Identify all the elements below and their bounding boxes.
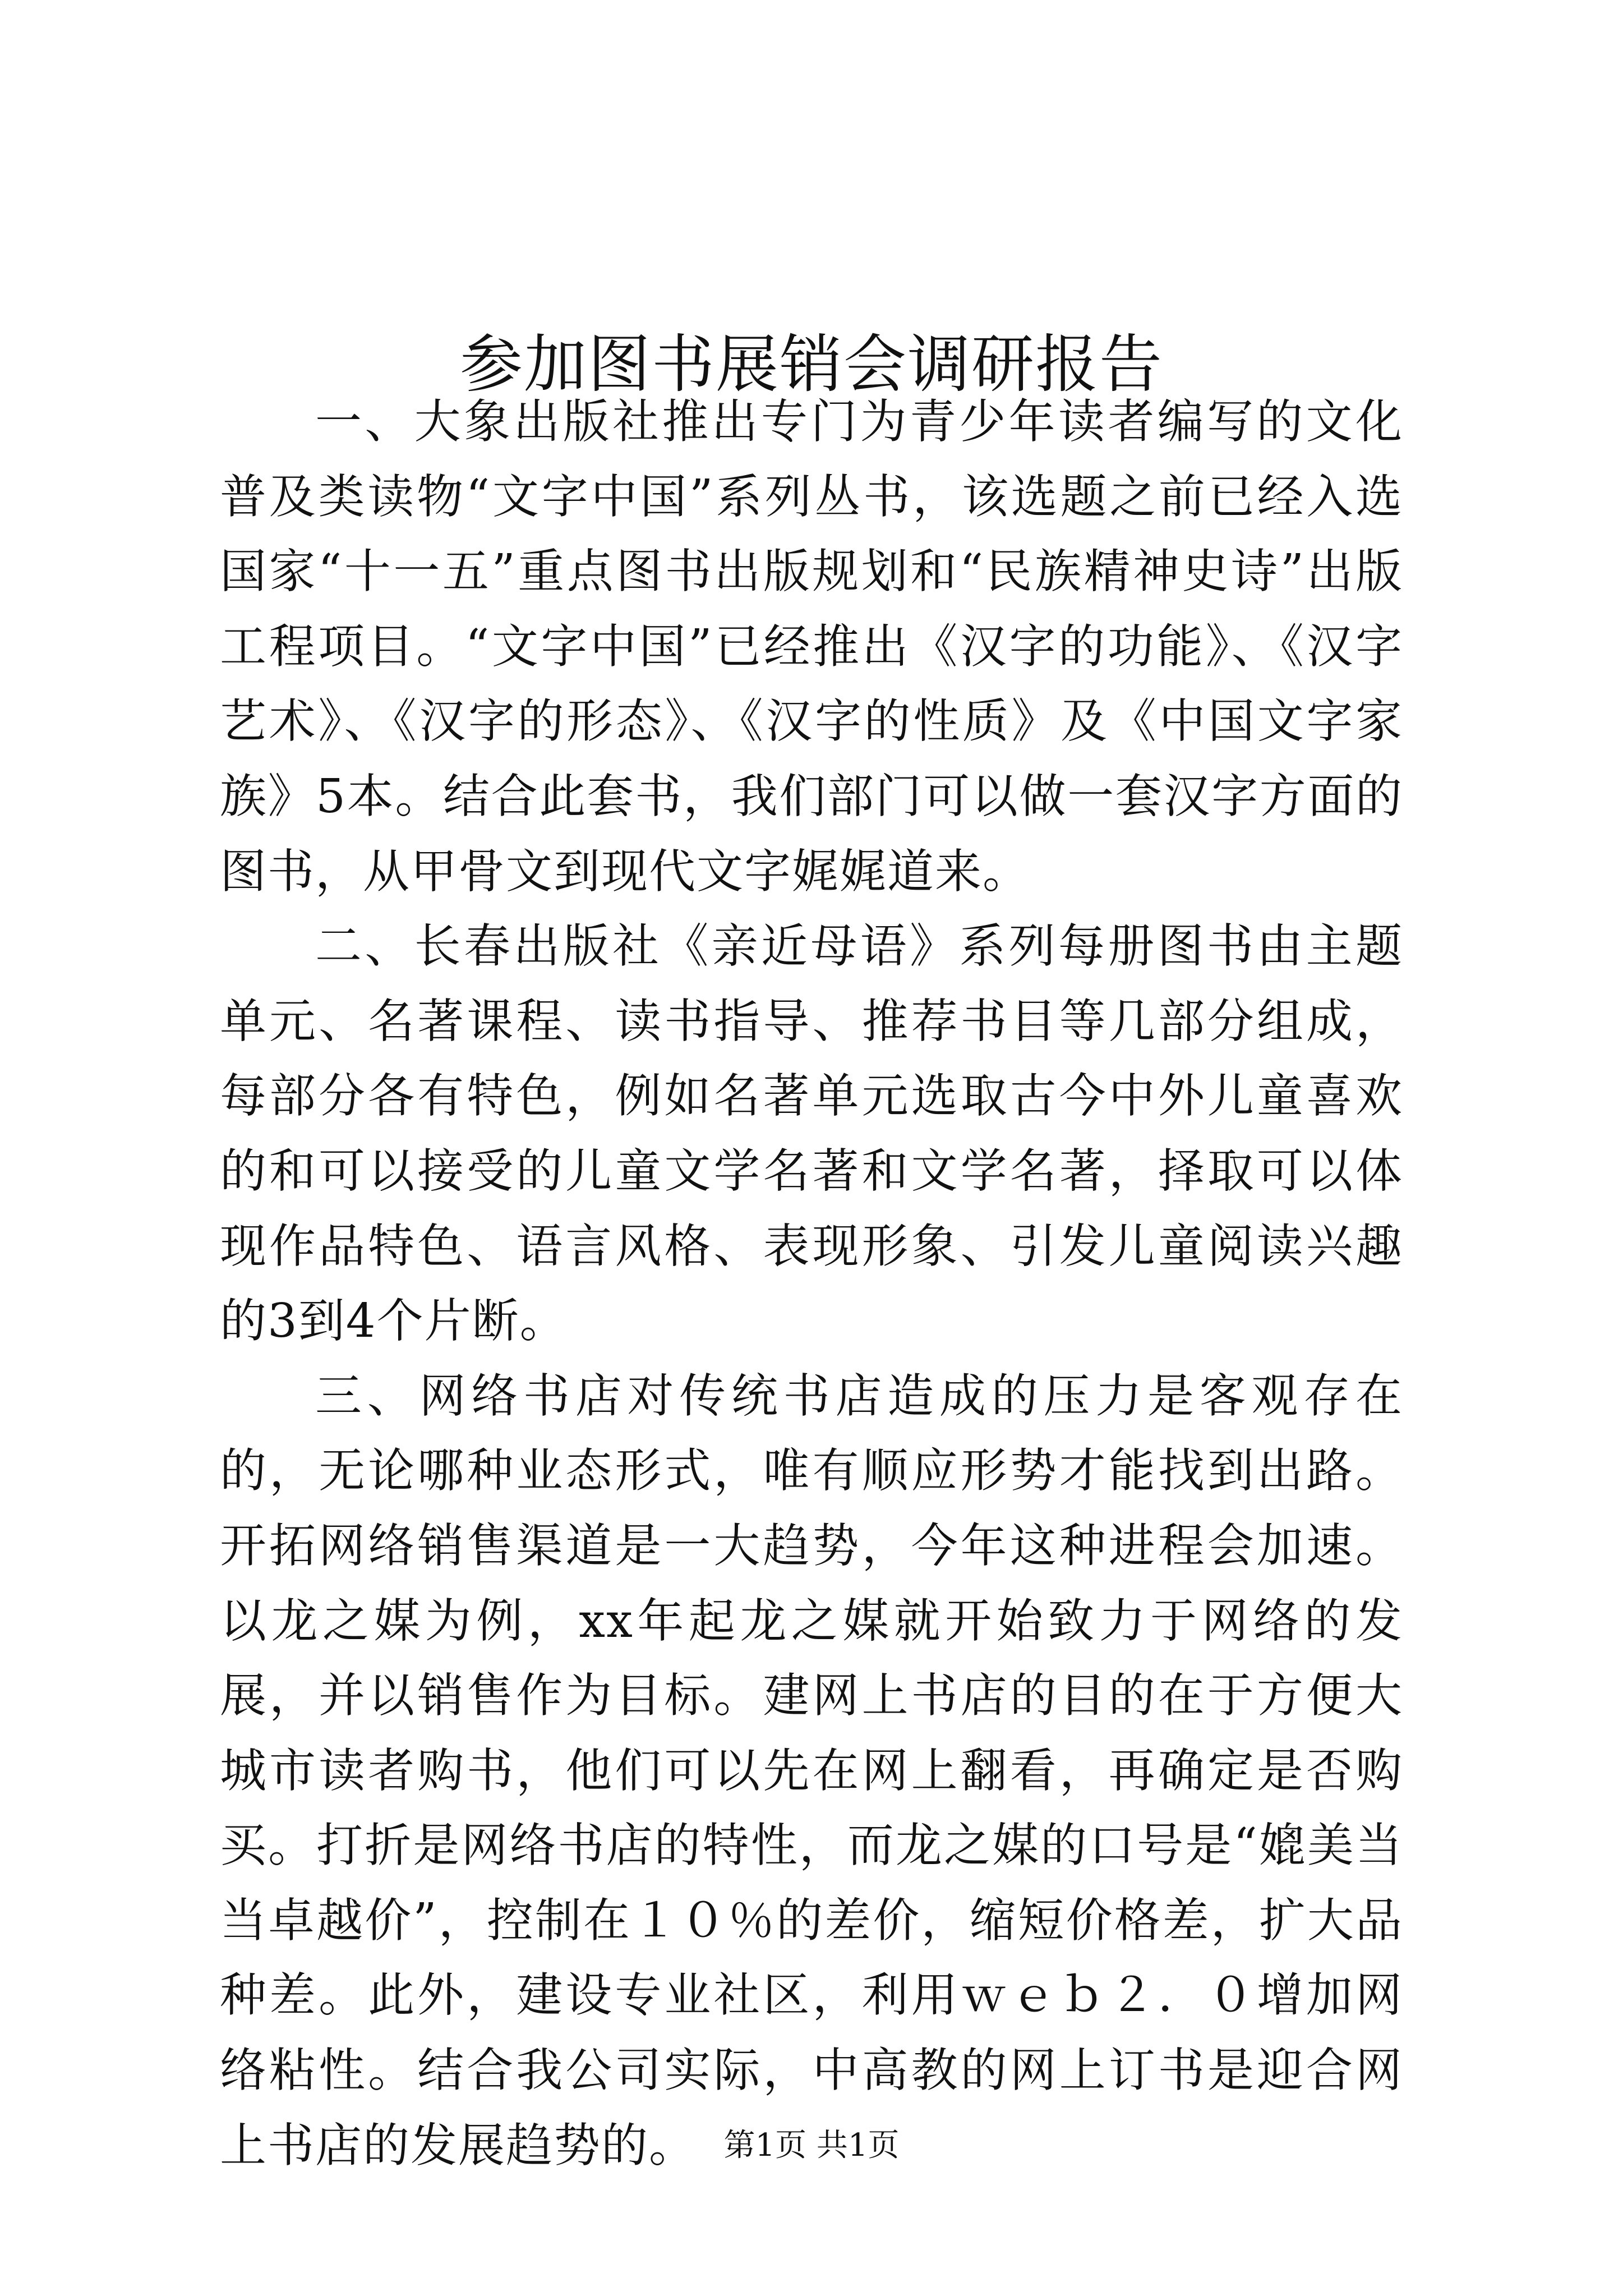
paragraph-1: 一、大象出版社推出专门为青少年读者编写的文化普及类读物“文字中国”系列丛书，该选题之前已经入选国家“十一五”重点图书出版规划和“民族精神史诗”出版工程项目。“文字中国”已经推出《汉字的功能》、《汉字艺术》、《汉字的形态》、《汉字的性质》及《中国文字家族》5本。结合此套书，我们部门可以做一套汉字方面的图书，从甲骨文到现代文字娓娓道来。 — [220, 394, 1403, 899]
document-body — [220, 384, 1403, 2183]
document-title: 参加图书展销会调研报告 — [460, 328, 1163, 402]
page-footer: 第1页 共1页 — [723, 2127, 900, 2164]
paragraph-2: 二、长春出版社《亲近母语》系列每册图书由主题单元、名著课程、读书指导、推荐书目等几部分组成，每部分各有特色，例如名著单元选取古今中外儿童喜欢的和可以接受的儿童文学名著和文学名著，择取可以体现作品特色、语言风格、表现形象、引发儿童阅读兴趣的3到4个片断。 — [220, 919, 1403, 1349]
paragraph-3: 三、网络书店对传统书店造成的压力是客观存在的，无论哪种业态形式，唯有顺应形势才能找到出路。开拓网络销售渠道是一大趋势，今年这种进程会加速。以龙之媒为例，xx年起龙之媒就开始致力于网络的发展，并以销售作为目标。建网上书店的目的在于方便大城市读者购书，他们可以先在网上翻看，再确定是否购买。打折是网络书店的特性，而龙之媒的口号是“媲美当当卓越价”，控制在１０％的差价，缩短价格差，扩大品种差。此外，建设专业社区，利用ｗｅｂ２．０增加网络粘性。结合我公司实际，中高教的网上订书是迎合网上书店的发展趋势的。 — [220, 1368, 1403, 2173]
